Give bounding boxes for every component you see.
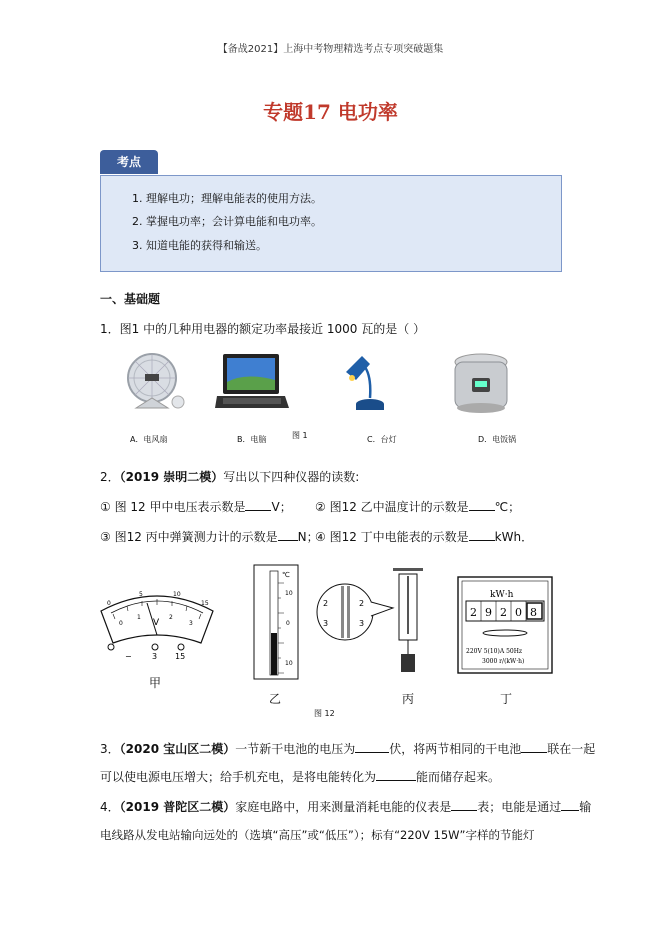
volt-tick: 1 [137, 614, 141, 621]
q3-prefix: 3． [100, 742, 120, 756]
question-1-text: 1．图1 中的几种用电器的额定功率最接近 1000 瓦的是（ ） [100, 322, 426, 336]
meter-spec: 3000 r/(kW·h) [482, 658, 525, 665]
volt-terminal: − [125, 652, 132, 661]
fan-image [118, 350, 188, 412]
rice-cooker-image [450, 350, 512, 416]
answer-blank[interactable] [245, 499, 271, 511]
meter-digit: 2 [470, 606, 477, 619]
q3-text: 可以使电源电压增大；给手机充电，是将电能转化为 [100, 770, 377, 784]
q2-source: （2019 崇明二模） [119, 470, 224, 484]
q4-text: 表；电能是通过 [477, 800, 562, 814]
volt-tick: 10 [173, 591, 181, 598]
q3-text: 联在一起 [547, 742, 596, 756]
kaodian-item: 1. 理解电功；理解电能表的使用方法。 [132, 192, 322, 205]
lamp-image [340, 350, 390, 415]
meter-unit: kW·h [490, 590, 514, 600]
figure-1-caption: 图 1 [292, 431, 308, 440]
volt-tick: 0 [107, 600, 111, 607]
label-jia: 甲 [149, 676, 162, 690]
q4-text: 家庭电路中，用来测量消耗电能的仪表是 [235, 800, 452, 814]
kaodian-tab: 考点 [100, 150, 158, 174]
q4-text: 输 [579, 800, 592, 814]
meter-digit: 0 [515, 606, 522, 619]
volt-terminal: 3 [152, 652, 158, 661]
q2-item4: ④ 图12 丁中电能表的示数是 [315, 530, 469, 544]
section-heading: 一、基础题 [100, 292, 161, 306]
voltmeter-figure [97, 583, 217, 661]
q3-text: 能而储存起来。 [416, 770, 501, 784]
question-4-line1 [100, 798, 591, 815]
thermometer-figure [252, 563, 302, 683]
volt-terminal: 15 [175, 652, 186, 661]
q2-unit1: V； [271, 500, 292, 514]
volt-tick: 3 [189, 620, 193, 627]
thermo-tick: 10 [285, 590, 293, 597]
q2-prefix: 2． [100, 470, 120, 484]
thermo-tick: 0 [286, 620, 290, 627]
spring-tick: 3 [323, 619, 329, 628]
volt-letter: V [153, 618, 160, 628]
answer-blank[interactable] [355, 741, 389, 753]
page-title: 专题17 电功率 [263, 100, 398, 124]
label-bing: 丙 [402, 692, 415, 706]
q3-source: （2020 宝山区二模） [119, 742, 236, 756]
q2-line2b [315, 528, 533, 545]
answer-blank[interactable] [469, 499, 495, 511]
spring-scale-figure [315, 566, 440, 681]
q2-stem: 写出以下四种仪器的读数: [223, 470, 360, 484]
option-b: B．电脑 [237, 435, 267, 444]
q4-source: （2019 普陀区二模） [119, 800, 236, 814]
thermo-unit: ℃ [282, 571, 290, 579]
q2-item2: ② 图12 乙中温度计的示数是 [315, 500, 469, 514]
answer-blank[interactable] [469, 529, 495, 541]
question-3-line1 [100, 740, 595, 757]
laptop-image [215, 352, 290, 412]
label-yi: 乙 [269, 692, 282, 706]
answer-blank[interactable] [376, 769, 416, 781]
meter-digit: 8 [530, 606, 537, 619]
q2-unit3: N； [297, 530, 319, 544]
q2-line2a [100, 528, 319, 545]
option-d: D．电饭锅 [478, 435, 517, 444]
thermo-tick: 10 [285, 660, 293, 667]
answer-blank[interactable] [561, 799, 579, 811]
q3-text: 一节新干电池的电压为 [235, 742, 356, 756]
kaodian-item: 3. 知道电能的获得和输送。 [132, 239, 267, 252]
q3-text: 伏，将两节相同的干电池 [389, 742, 522, 756]
q2-item3: ③ 图12 丙中弹簧测力计的示数是 [100, 530, 278, 544]
meter-spec: 220V 5(10)A 50Hz [466, 648, 523, 655]
answer-blank[interactable] [278, 529, 298, 541]
q2-item1: ① 图 12 甲中电压表示数是 [100, 500, 246, 514]
q2-unit2: ℃； [494, 500, 521, 514]
label-ding: 丁 [500, 692, 513, 706]
volt-tick: 2 [169, 614, 173, 621]
volt-tick: 0 [119, 620, 123, 627]
option-a: A．电风扇 [130, 435, 168, 444]
q4-prefix: 4． [100, 800, 120, 814]
option-c: C．台灯 [367, 435, 397, 444]
question-2-text [100, 468, 359, 485]
q2-line1a [100, 498, 292, 515]
q2-unit4: kWh． [494, 530, 534, 544]
meter-digit: 9 [485, 606, 492, 619]
figure-12-caption: 图 12 [314, 709, 335, 718]
kaodian-item: 2. 掌握电功率；会计算电能和电功率。 [132, 215, 322, 228]
question-4-line2: 电线路从发电站输向远处的（选填“高压”或“低压”）；标有“220V 15W”字样的节能灯 [100, 828, 535, 842]
answer-blank[interactable] [451, 799, 477, 811]
q2-line1b [315, 498, 520, 515]
answer-blank[interactable] [521, 741, 547, 753]
spring-tick: 2 [359, 599, 365, 608]
spring-tick: 2 [323, 599, 329, 608]
energy-meter-figure [456, 575, 554, 675]
question-3-line2 [100, 768, 500, 785]
volt-tick: 5 [139, 591, 143, 598]
meter-digit: 2 [500, 606, 507, 619]
page-header: 【备战2021】上海中考物理精选考点专项突破题集 [217, 44, 444, 55]
volt-tick: 15 [201, 600, 209, 607]
spring-tick: 3 [359, 619, 365, 628]
